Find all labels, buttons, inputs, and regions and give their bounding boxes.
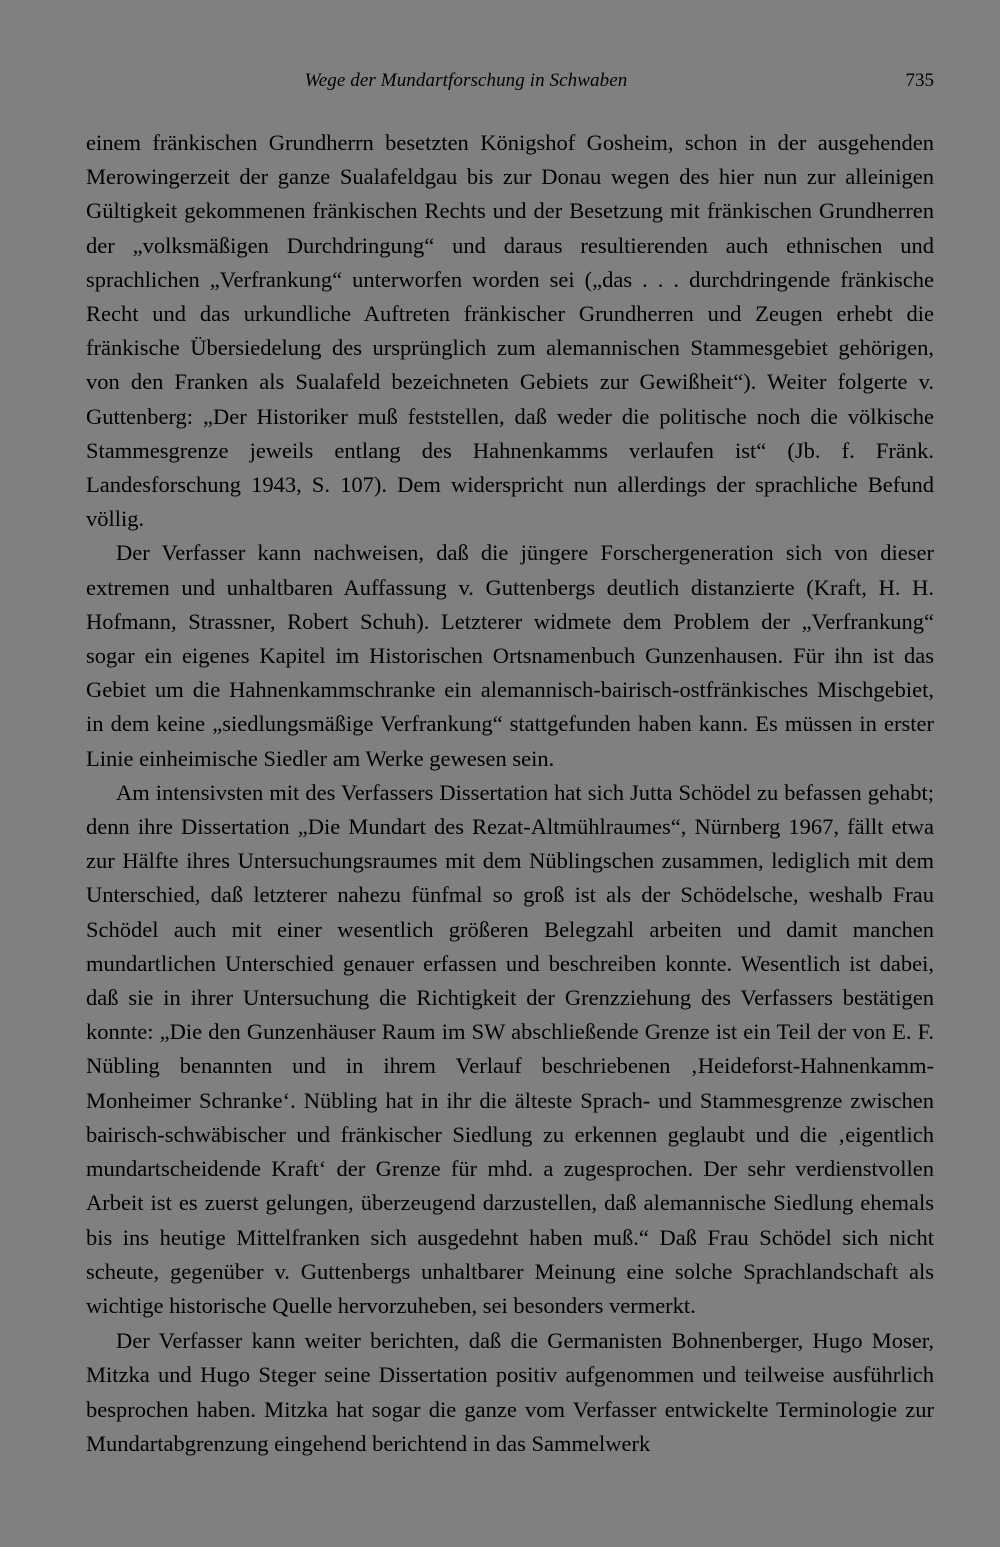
page-number: 735 [905, 70, 934, 91]
running-header [86, 68, 934, 102]
paragraph-4: Der Verfasser kann weiter berichten, daß die Germanisten Bohnenberger, Hugo Moser, Mitzka und Hugo Steger seine Dissertation positiv aufgenommen und teilweise ausführlich besprochen haben. Mitzka hat sogar die ganze vom Verfasser entwickelte Terminologie zur Mundartabgrenzung eingehend berichtend in das Sammelwerk [86, 1328, 934, 1456]
running-title: Wege der Mundartforschung in Schwaben [304, 70, 628, 91]
paragraph-3: Am intensivsten mit des Verfassers Dissertation hat sich Jutta Schödel zu befassen gehabt; denn ihre Dissertation „Die Mundart des Rezat-Altmühlraumes“, Nürnberg 1967, fällt etwa zur Hälfte ihres Untersuchungsraumes mit dem Nüblingschen zusammen, lediglich mit dem Unterschied, daß letzterer nahezu fünfmal so groß ist als der Schödelsche, weshalb Frau Schödel auch mit einer wesentlich größeren Belegzahl arbeiten und damit manchen mundartlichen Unterschied genauer erfassen und beschreiben konnte. Wesentlich ist dabei, daß sie in ihrer Untersuchung die Richtigkeit der Grenzziehung des Verfassers bestätigen konnte: „Die den Gunzenhäuser Raum im SW abschließende Grenze ist ein Teil der von E. F. Nübling benannten und in ihrem Verlauf beschriebenen ‚Heideforst-Hahnenkamm-Monheimer Schranke‘. Nübling hat in ihr die älteste Sprach- und Stammesgrenze zwischen bairisch-schwäbischer und fränkischer Siedlung zu erkennen geglaubt und die ‚eigentlich mundartscheidende Kraft‘ der Grenze für mhd. a zugesprochen. Der sehr verdienstvollen Arbeit ist es zuerst gelungen, überzeugend darzustellen, daß alemannische Siedlung ehemals bis ins heutige Mittelfranken sich ausgedehnt haben muß.“ Daß Frau Schödel sich nicht scheute, gegenüber v. Guttenbergs unhaltbarer Meinung eine solche Sprachlandschaft als wichtige historische Quelle hervorzuheben, sei besonders vermerkt. [86, 779, 934, 1318]
paragraph-1: einem fränkischen Grundherrn besetzten Königshof Gosheim, schon in der ausgehenden Merowingerzeit der ganze Sualafeldgau bis zur Donau wegen des hier nun zur alleinigen Gültigkeit gekommenen fränkischen Rechts und der Besetzung mit fränkischen Grundherren der „volksmäßigen Durchdringung“ und daraus resultierenden auch ethnischen und sprachlichen „Verfrankung“ unterworfen worden sei („das . . . durchdringende fränkische Recht und das urkundliche Auftreten fränkischer Grundherren und Zeugen erhebt die fränkische Übersiedelung des ursprünglich zum alemannischen Stammesgebiet gehörigen, von den Franken als Sualafeld bezeichneten Gebiets zur Gewißheit“). Weiter folgerte v. Guttenberg: „Der Historiker muß feststellen, daß weder die politische noch die völkische Stammesgrenze jeweils entlang des Hahnenkamms verlaufen ist“ (Jb. f. Fränk. Landesforschung 1943, S. 107). Dem widerspricht nun allerdings der sprachliche Befund völlig. [86, 130, 934, 532]
body-text [86, 126, 934, 1461]
paragraph-2: Der Verfasser kann nachweisen, daß die jüngere Forschergeneration sich von dieser extremen und unhaltbaren Auffassung v. Guttenbergs deutlich distanzierte (Kraft, H. H. Hofmann, Strassner, Robert Schuh). Letzterer widmete dem Problem der „Verfrankung“ sogar ein eigenes Kapitel im Historischen Ortsnamenbuch Gunzenhausen. Für ihn ist das Gebiet um die Hahnenkammschranke ein alemannisch-bairisch-ostfränkisches Mischgebiet, in dem keine „siedlungsmäßige Verfrankung“ stattgefunden haben kann. Es müssen in erster Linie einheimische Siedler am Werke gewesen sein. [86, 540, 934, 771]
